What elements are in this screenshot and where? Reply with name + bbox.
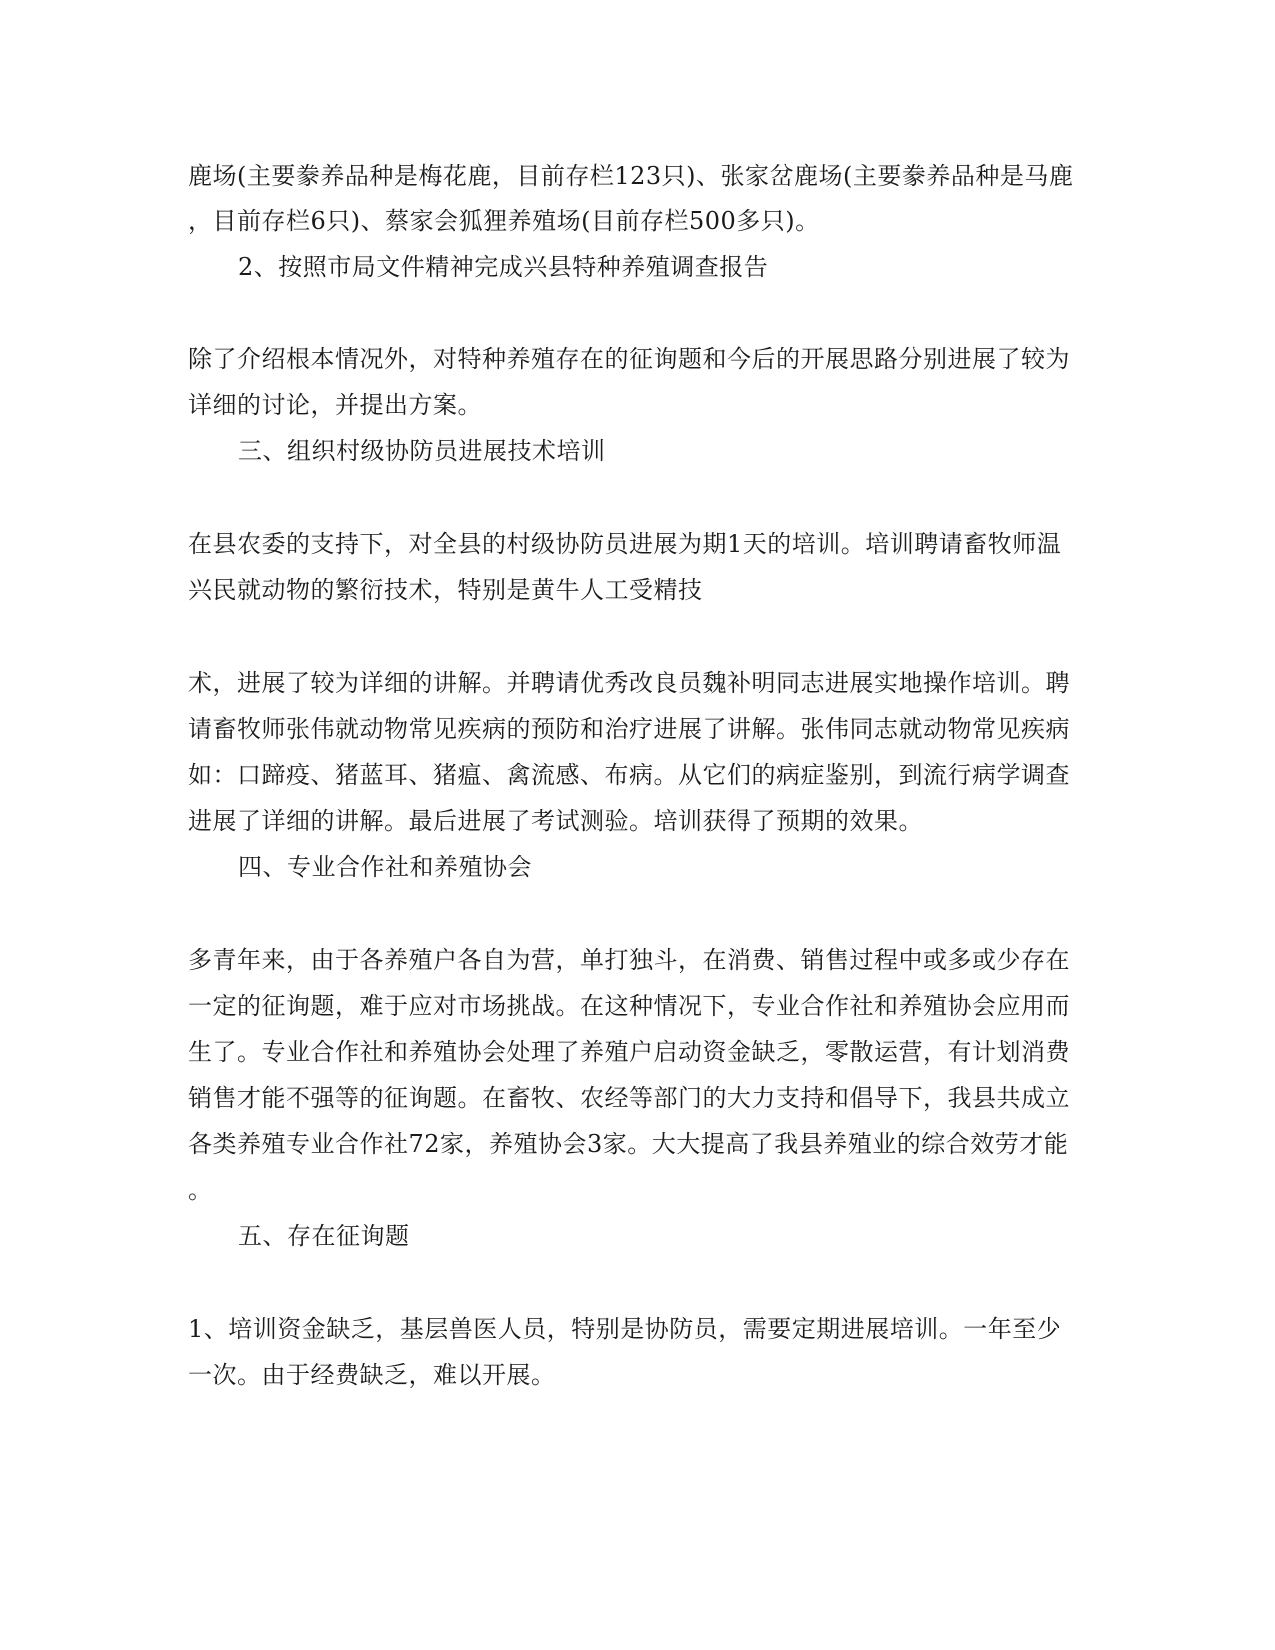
- paragraph-line: 在县农委的支持下，对全县的村级协防员进展为期1天的培训。培训聘请畜牧师温: [188, 530, 1062, 558]
- paragraph-line: 。: [188, 1176, 213, 1204]
- paragraph-line: 进展了详细的讲解。最后进展了考试测验。培训获得了预期的效果。: [188, 807, 923, 835]
- paragraph-line: 术，进展了较为详细的讲解。并聘请优秀改良员魏补明同志进展实地操作培训。聘: [188, 669, 1070, 697]
- paragraph-line: ，目前存栏6只)、蔡家会狐狸养殖场(目前存栏500多只)。: [188, 207, 820, 235]
- section-heading: 三、组织村级协防员进展技术培训: [238, 437, 606, 465]
- paragraph-line: 生了。专业合作社和养殖协会处理了养殖户启动资金缺乏，零散运营，有计划消费: [188, 1038, 1070, 1066]
- paragraph-line: 一次。由于经费缺乏，难以开展。: [188, 1361, 556, 1389]
- paragraph-line: 除了介绍根本情况外，对特种养殖存在的征询题和今后的开展思路分别进展了较为: [188, 345, 1070, 373]
- section-heading: 四、专业合作社和养殖协会: [238, 853, 532, 881]
- paragraph-line: 多青年来，由于各养殖户各自为营，单打独斗，在消费、销售过程中或多或少存在: [188, 946, 1070, 974]
- paragraph-line: 鹿场(主要豢养品种是梅花鹿，目前存栏123只)、张家岔鹿场(主要豢养品种是马鹿: [188, 162, 1074, 190]
- paragraph-line: 1、培训资金缺乏，基层兽医人员，特别是协防员，需要定期进展培训。一年至少: [188, 1315, 1062, 1343]
- paragraph-line: 各类养殖专业合作社72家，养殖协会3家。大大提高了我县养殖业的综合效劳才能: [188, 1130, 1069, 1158]
- paragraph-line: 兴民就动物的繁衍技术，特别是黄牛人工受精技: [188, 576, 703, 604]
- paragraph-line: 请畜牧师张伟就动物常见疾病的预防和治疗进展了讲解。张伟同志就动物常见疾病: [188, 715, 1070, 743]
- paragraph-line: 如：口蹄疫、猪蓝耳、猪瘟、禽流感、布病。从它们的病症鉴别，到流行病学调查: [188, 761, 1070, 789]
- section-heading: 五、存在征询题: [238, 1222, 410, 1250]
- paragraph-line: 详细的讨论，并提出方案。: [188, 391, 482, 419]
- paragraph-line: 销售才能不强等的征询题。在畜牧、农经等部门的大力支持和倡导下，我县共成立: [188, 1084, 1070, 1112]
- paragraph-line: 一定的征询题，难于应对市场挑战。在这种情况下，专业合作社和养殖协会应用而: [188, 992, 1070, 1020]
- numbered-heading: 2、按照市局文件精神完成兴县特种养殖调查报告: [238, 253, 769, 281]
